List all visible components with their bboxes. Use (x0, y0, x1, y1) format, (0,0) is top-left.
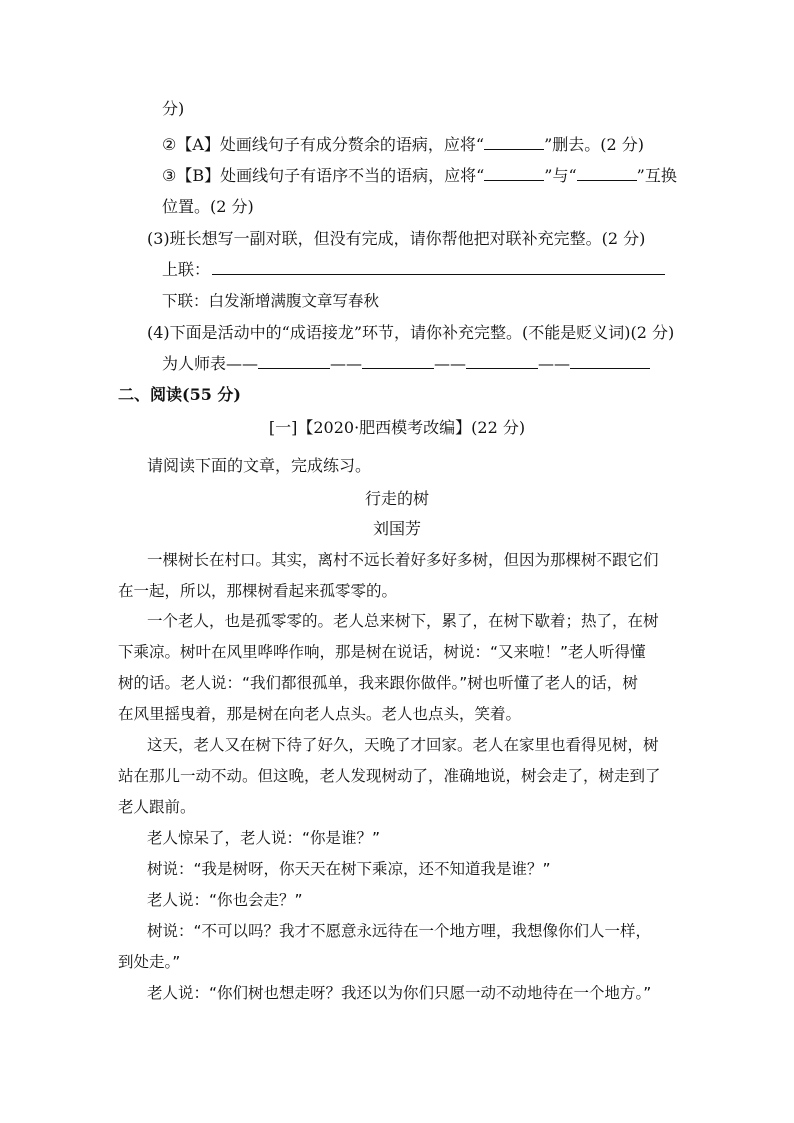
q3-upper-label: 上联： (162, 260, 211, 279)
q1-item-3 (162, 165, 677, 187)
article-line: 到处走。” (118, 953, 181, 971)
answer-blank[interactable] (577, 165, 637, 181)
article-line: 老人惊呆了，老人说：“你是谁？” (147, 829, 381, 847)
article-line: 这天，老人又在树下待了好久，天晚了才回家。老人在家里也看得见树，树 (147, 736, 659, 754)
q4-start-idiom: 为人师表—— (162, 354, 259, 373)
upper-couplet-blank[interactable] (212, 274, 665, 275)
idiom-blank[interactable] (466, 353, 538, 369)
article-line: 一个老人，也是孤零零的。老人总来树下，累了，在树下歇着；热了，在树 (147, 612, 659, 630)
article-author: 刘国芳 (372, 519, 421, 538)
reading-instruction: 请阅读下面的文章，完成练习。 (147, 456, 372, 475)
idiom-blank[interactable] (362, 353, 434, 369)
article-line: 老人说：“你们树也想走呀？我还以为你们只愿一动不动地待在一个地方。” (147, 984, 652, 1002)
q1-item-3-text-pre: ③【B】处画线句子有语序不当的语病，应将“ (162, 166, 485, 185)
answer-blank[interactable] (484, 134, 544, 150)
idiom-blank[interactable] (570, 353, 650, 369)
q1-continuation: 分) (162, 99, 185, 118)
article-line: 下乘凉。树叶在风里哗哗作响，那是树在说话，树说：“又来啦！”老人听得懂 (118, 643, 646, 661)
q4-prompt: (4)下面是活动中的“成语接龙”环节，请你补充完整。(不能是贬义词)(2 分) (147, 323, 675, 342)
idiom-blank[interactable] (258, 353, 330, 369)
dash: —— (330, 354, 363, 373)
article-title: 行走的树 (364, 489, 429, 508)
q1-item-2-text-pre: ②【A】处画线句子有成分赘余的语病，应将“ (162, 135, 485, 154)
q4-idiom-chain (162, 353, 650, 375)
article-line: 树说：“我是树呀，你天天在树下乘凉，还不知道我是谁？” (147, 860, 551, 878)
dash: —— (434, 354, 467, 373)
article-line: 老人说：“你也会走？” (147, 891, 303, 909)
q3-prompt: (3)班长想写一副对联，但没有完成，请你帮他把对联补充完整。(2 分) (147, 229, 646, 248)
answer-blank[interactable] (484, 165, 544, 181)
article-line: 树的话。老人说：“我们都很孤单，我来跟你做伴。”树也听懂了老人的话，树 (118, 674, 638, 692)
article-line: 一棵树长在村口。其实，离村不远长着好多好多树，但因为那棵树不跟它们 (147, 551, 659, 569)
article-line: 在风里摇曳着，那是树在向老人点头。老人也点头，笑着。 (118, 705, 522, 723)
dash: —— (538, 354, 571, 373)
q1-item-2 (162, 134, 644, 156)
article-line: 老人跟前。 (118, 798, 196, 816)
q1-item-3-text-mid: ”与“ (544, 166, 577, 185)
q3-lower-couplet: 下联：白发渐增满腹文章写春秋 (162, 292, 380, 310)
article-line: 站在那儿一动不动。但这晚，老人发现树动了，准确地说，树会走了，树走到了 (118, 767, 661, 785)
part-heading: [一]【2020·肥西模考改编】(22 分) (268, 418, 526, 437)
article-line: 在一起，所以，那棵树看起来孤零零的。 (118, 582, 398, 600)
article-line: 树说：“不可以吗？我才不愿意永远待在一个地方哩，我想像你们人一样， (147, 922, 652, 940)
q1-item-3-continuation: 位置。(2 分) (162, 197, 254, 216)
section-heading: 二、阅读(55 分) (118, 385, 241, 404)
q1-item-2-text-post: ”删去。(2 分) (544, 135, 645, 154)
q1-item-3-text-post: ”互换 (636, 166, 677, 185)
